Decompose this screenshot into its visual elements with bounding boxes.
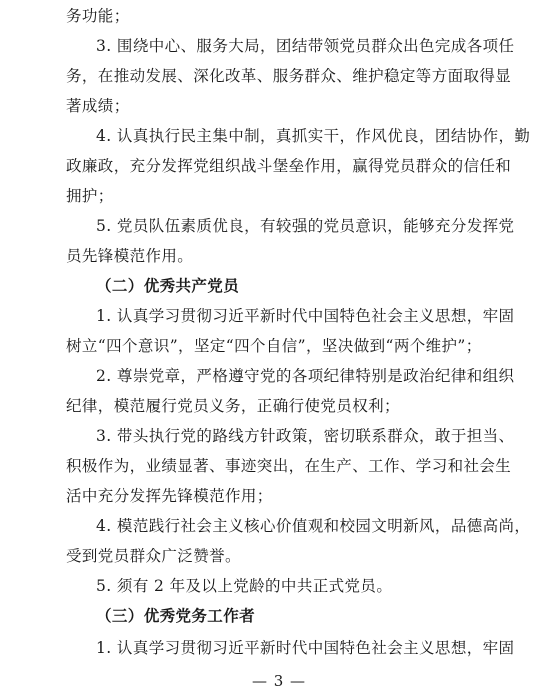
text-line: 4. 模范践行社会主义核心价值观和校园文明新风，品德高尚， [96,517,531,535]
text-line: 3. 带头执行党的路线方针政策，密切联系群众，敢于担当、 [96,427,515,445]
text-line: 拥护； [66,187,114,205]
text-line: 1. 认真学习贯彻习近平新时代中国特色社会主义思想，牢固 [96,639,515,657]
text-line: 政廉政，充分发挥党组织战斗堡垒作用，赢得党员群众的信任和 [66,157,512,175]
text-line: 积极作为，业绩显著、事迹突出，在生产、工作、学习和社会生 [66,457,512,475]
page-number: — 3 — [251,672,307,690]
section-heading: （三）优秀党务工作者 [96,607,256,625]
text-line: 务，在推动发展、深化改革、服务群众、维护稳定等方面取得显 [66,67,512,85]
text-line: 2. 尊崇党章，严格遵守党的各项纪律特别是政治纪律和组织 [96,367,515,385]
text-line: 纪律，模范履行党员义务，正确行使党员权利； [66,397,400,415]
text-line: 1. 认真学习贯彻习近平新时代中国特色社会主义思想，牢固 [96,307,515,325]
text-line: 著成绩； [66,97,130,115]
text-line: 3. 围绕中心、服务大局，团结带领党员群众出色完成各项任 [96,37,515,55]
text-line: 4. 认真执行民主集中制，真抓实干，作风优良，团结协作，勤 [96,127,531,145]
text-line: 5. 须有 2 年及以上党龄的中共正式党员。 [96,577,393,595]
text-line: 受到党员群众广泛赞誉。 [66,547,241,565]
text-line: 活中充分发挥先锋模范作用； [66,487,273,505]
section-heading: （二）优秀共产党员 [96,277,240,295]
text-line: 员先锋模范作用。 [66,247,194,265]
text-line: 5. 党员队伍素质优良，有较强的党员意识，能够充分发挥党 [96,217,515,235]
text-line: 务功能； [66,7,130,25]
text-line: 树立“四个意识”，坚定“四个自信”，坚决做到“两个维护”； [66,337,482,355]
